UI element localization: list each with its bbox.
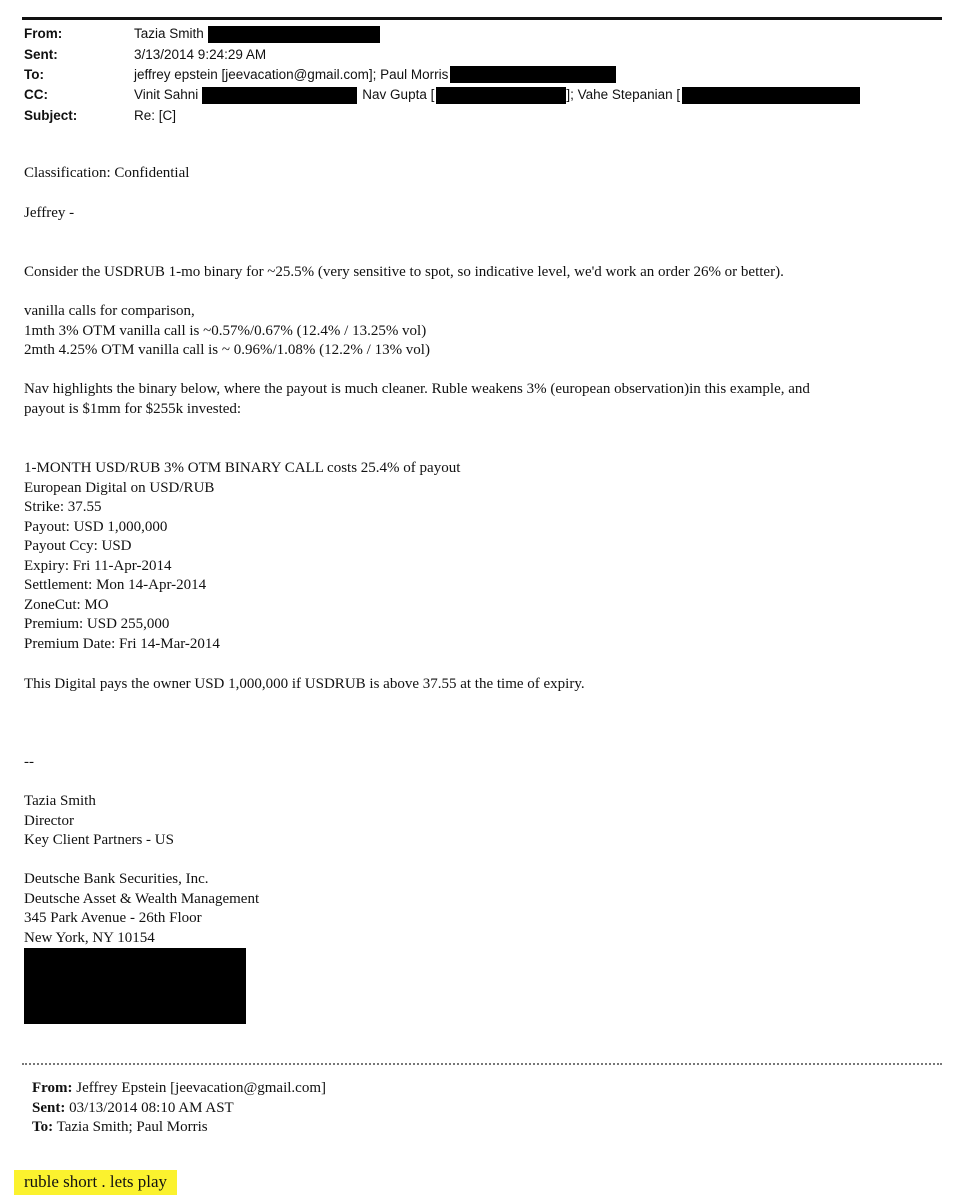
text-line: Premium: USD 255,000 [24, 616, 170, 632]
redaction-block [450, 66, 616, 83]
cc-label: CC: [24, 87, 48, 103]
quoted-divider [22, 1063, 942, 1065]
quoted-to-row [32, 1118, 326, 1138]
redaction-block [202, 87, 357, 104]
from-value: Tazia Smith [134, 26, 204, 42]
signature-block [24, 792, 174, 851]
binary-details [24, 459, 460, 654]
cc-name-1: Vinit Sahni [134, 87, 199, 103]
subject-value: Re: [C] [134, 107, 177, 123]
text-line: Expiry: Fri 11-Apr-2014 [24, 557, 172, 574]
email-header [24, 24, 860, 126]
text-line: payout is $1mm for $255k invested: [24, 400, 242, 417]
text-line: Strike: 37.55 [24, 499, 102, 515]
text-line: Settlement: Mon 14-Apr-2014 [24, 577, 207, 593]
quoted-sent-row [32, 1099, 326, 1119]
text-line: Premium Date: Fri 14-Mar-2014 [24, 635, 220, 652]
quoted-from-label: From: [32, 1080, 73, 1096]
text-line: Payout Ccy: USD [24, 538, 132, 554]
address-block [24, 870, 259, 948]
classification: Classification: Confidential [24, 165, 190, 181]
cc-row [24, 85, 860, 105]
quoted-header [32, 1079, 326, 1138]
text-line: Deutsche Asset & Wealth Management [24, 890, 260, 907]
paragraph-binary-quote: Consider the USDRUB 1-mo binary for ~25.5% (very sensitive to spot, so indicative level, we'd work an order 26% or better). [24, 264, 784, 280]
from-row [24, 24, 860, 44]
signature-separator: -- [24, 754, 34, 770]
text-line: Payout: USD 1,000,000 [24, 518, 168, 535]
text-line: 2mth 4.25% OTM vanilla call is ~ 0.96%/1.08% (12.2% / 13% vol) [24, 342, 430, 358]
text-line: Deutsche Bank Securities, Inc. [24, 871, 209, 887]
text-line: 1mth 3% OTM vanilla call is ~0.57%/0.67% (12.4% / 13.25% vol) [24, 322, 427, 339]
to-row [24, 65, 860, 85]
subject-row [24, 106, 860, 126]
redaction-block [24, 948, 246, 1024]
highlighted-message: ruble short . lets play [14, 1170, 177, 1195]
quoted-to-label: To: [32, 1119, 54, 1135]
text-line: European Digital on USD/RUB [24, 479, 215, 496]
quoted-sent-value: 03/13/2014 08:10 AM AST [69, 1099, 234, 1116]
quoted-from-value: Jeffrey Epstein [jeevacation@gmail.com] [76, 1080, 326, 1096]
digital-summary: This Digital pays the owner USD 1,000,000 if USDRUB is above 37.55 at the time of expiry. [24, 676, 585, 692]
redaction-block [682, 87, 860, 104]
cc-separator: ]; Vahe Stepanian [ [566, 87, 681, 103]
vanilla-comparison [24, 302, 430, 361]
text-line: 1-MONTH USD/RUB 3% OTM BINARY CALL costs 25.4% of payout [24, 460, 461, 476]
text-line: Tazia Smith [24, 793, 96, 809]
from-label: From: [24, 26, 63, 42]
redaction-block [436, 87, 566, 104]
redaction-block [208, 26, 380, 43]
sent-value: 3/13/2014 9:24:29 AM [134, 46, 267, 62]
quoted-sent-label: Sent: [32, 1099, 66, 1116]
quoted-from-row [32, 1079, 326, 1099]
subject-label: Subject: [24, 107, 78, 123]
to-label: To: [24, 66, 44, 82]
text-line: Key Client Partners - US [24, 832, 174, 848]
sent-row [24, 44, 860, 64]
top-divider [22, 17, 942, 20]
quoted-to-value: Tazia Smith; Paul Morris [56, 1119, 208, 1135]
text-line: Director [24, 812, 74, 829]
text-line: ZoneCut: MO [24, 596, 109, 613]
text-line: vanilla calls for comparison, [24, 303, 195, 319]
greeting: Jeffrey - [24, 205, 75, 221]
nav-paragraph [24, 380, 810, 419]
text-line: New York, NY 10154 [24, 929, 155, 946]
to-value: jeffrey epstein [jeevacation@gmail.com]; Paul Morris [134, 66, 449, 82]
text-line: 345 Park Avenue - 26th Floor [24, 910, 202, 926]
text-line: Nav highlights the binary below, where the payout is much cleaner. Ruble weakens 3% (european observation)in this example, and [24, 381, 810, 397]
sent-label: Sent: [24, 46, 58, 62]
cc-name-2: Nav Gupta [ [362, 87, 435, 103]
